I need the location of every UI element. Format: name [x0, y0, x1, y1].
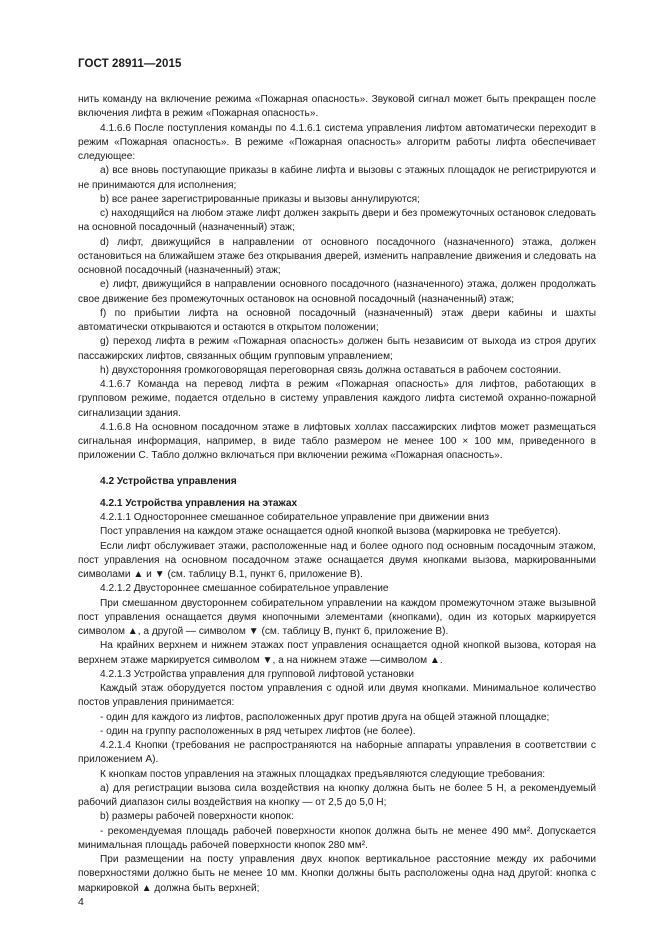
- list-item: а) для регистрации вызова сила воздействия на кнопку должна быть не более 5 Н, а рекомендуемый рабочий диапазон силы воздействия на кнопку — от 2,5 до 5,0 Н;: [78, 782, 596, 808]
- list-item: а) все вновь поступающие приказы в кабине лифта и вызовы с этажных площадок не регистрируются и не принимаются для исполнения;: [78, 165, 596, 191]
- list-item: d) лифт, движущийся в направлении от основного посадочного (назначенного) этажа, должен остановиться на ближайшем этаже без открывания дверей, изменить направление движения и следовать на основной посадочный (назначенный) этаж;: [78, 236, 596, 276]
- paragraph: Если лифт обслуживает этажи, расположенные над и более одного под основным посадочным этажом, пост управления на основном посадочном этаже оснащается двумя кнопками вызова, маркированными символами ▲ и ▼ (см. таблицу В.1, пункт 6, приложение В).: [78, 540, 596, 580]
- clause-heading: 4.2.1.2 Двустороннее смешанное собирательное управление: [100, 583, 389, 595]
- paragraph: При размещении на посту управления двух кнопок вертикальное расстояние между их рабочими поверхностями должно быть не менее 10 мм. Кнопки должны быть расположены одна над другой: кнопка с маркировкой ▲ должна быть верхней;: [78, 854, 596, 894]
- clause-heading: 4.2.1.3 Устройства управления для групповой лифтовой установки: [100, 668, 414, 680]
- list-item: g) переход лифта в режим «Пожарная опасность» должен быть независим от выхода из строя других пассажирских лифтов, связанных общим групповым управлением;: [78, 336, 596, 362]
- list-item: - один на группу расположенных в ряд четырех лифтов (не более).: [100, 725, 416, 737]
- list-item: с) находящийся на любом этаже лифт должен закрыть двери и без промежуточных остановок следовать на основной посадочный (назначенный) этаж;: [78, 208, 596, 234]
- paragraph: нить команду на включение режима «Пожарная опасность». Звуковой сигнал может быть прекращен после включения лифта в режим «Пожарная опасность».: [78, 94, 596, 120]
- paragraph: При смешанном двустороннем собирательном управлении на каждом промежуточном этаже вызывной пост управления оснащается двумя кнопочными элементами (кнопками), один из которых маркируется символом ▲, а другой — символом ▼ (см. таблицу В, пункт 6, приложение В).: [78, 597, 596, 637]
- list-item: b) все ранее зарегистрированные приказы и вызовы аннулируются;: [100, 193, 420, 205]
- subsection-heading: 4.2.1 Устройства управления на этажах: [100, 497, 298, 509]
- page-number: 4: [78, 896, 84, 908]
- clause-heading: 4.2.1.4 Кнопки (требования не распространяются на наборные аппараты управления в соответствии с приложением А).: [78, 740, 596, 766]
- list-item: e) лифт, движущийся в направлении основного посадочного (назначенного) этажа, должен продолжать свое движение без промежуточных остановок на основной посадочный (назначенный) этаж;: [78, 279, 596, 305]
- paragraph: Каждый этаж оборудуется постом управления с одной или двумя кнопками. Минимальное количество постов управления принимается:: [78, 683, 596, 709]
- paragraph: 4.1.6.8 На основном посадочном этаже в лифтовых холлах пассажирских лифтов может размещаться сигнальная информация, например, в виде табло размером не менее 100 × 100 мм, приведенного в приложении С. Табло должно включаться при включении режима «Пожарная опасность».: [78, 421, 596, 462]
- list-item: f) по прибытии лифта на основной посадочный (назначенный) этаж двери кабины и шахты автоматически открываются и остаются в открытом положении;: [78, 307, 596, 333]
- list-item: b) размеры рабочей поверхности кнопок:: [100, 811, 294, 823]
- paragraph: Пост управления на каждом этаже оснащается одной кнопкой вызова (маркировка не требуется).: [100, 526, 561, 538]
- list-item: - один для каждого из лифтов, расположенных друг против друга на общей этажной площадке;: [100, 711, 550, 723]
- document-body: [78, 93, 596, 896]
- section-heading: 4.2 Устройства управления: [100, 475, 237, 487]
- paragraph: 4.1.6.6 После поступления команды по 4.1.6.1 система управления лифтом автоматически переходит в режим «Пожарная опасность». В режиме «Пожарная опасность» алгоритм работы лифта обеспечивает следующее:: [78, 122, 596, 162]
- clause-heading: 4.2.1.1 Одностороннее смешанное собирательное управление при движении вниз: [100, 512, 490, 523]
- list-item: h) двухсторонняя громкоговорящая переговорная связь должна оставаться в рабочем состоянии.: [100, 364, 562, 376]
- document-header: ГОСТ 28911—2015: [78, 58, 182, 70]
- paragraph: 4.1.6.7 Команда на перевод лифта в режим «Пожарная опасность» для лифтов, работающих в групповом режиме, подается отдельно в систему управления каждого лифта системой охранно-пожарной сигнализации здания.: [78, 379, 596, 419]
- paragraph: К кнопкам постов управления на этажных площадках предъявляются следующие требования:: [100, 768, 546, 780]
- list-item: - рекомендуемая площадь рабочей поверхности кнопок должна быть не менее 490 мм². Допускается минимальная площадь рабочей поверхности кнопок 280 мм².: [78, 825, 596, 851]
- paragraph: На крайних верхнем и нижнем этажах пост управления оснащается одной кнопкой вызова, которая на верхнем этаже маркируется символом ▼, а на нижнем этаже —символом ▲.: [78, 640, 596, 666]
